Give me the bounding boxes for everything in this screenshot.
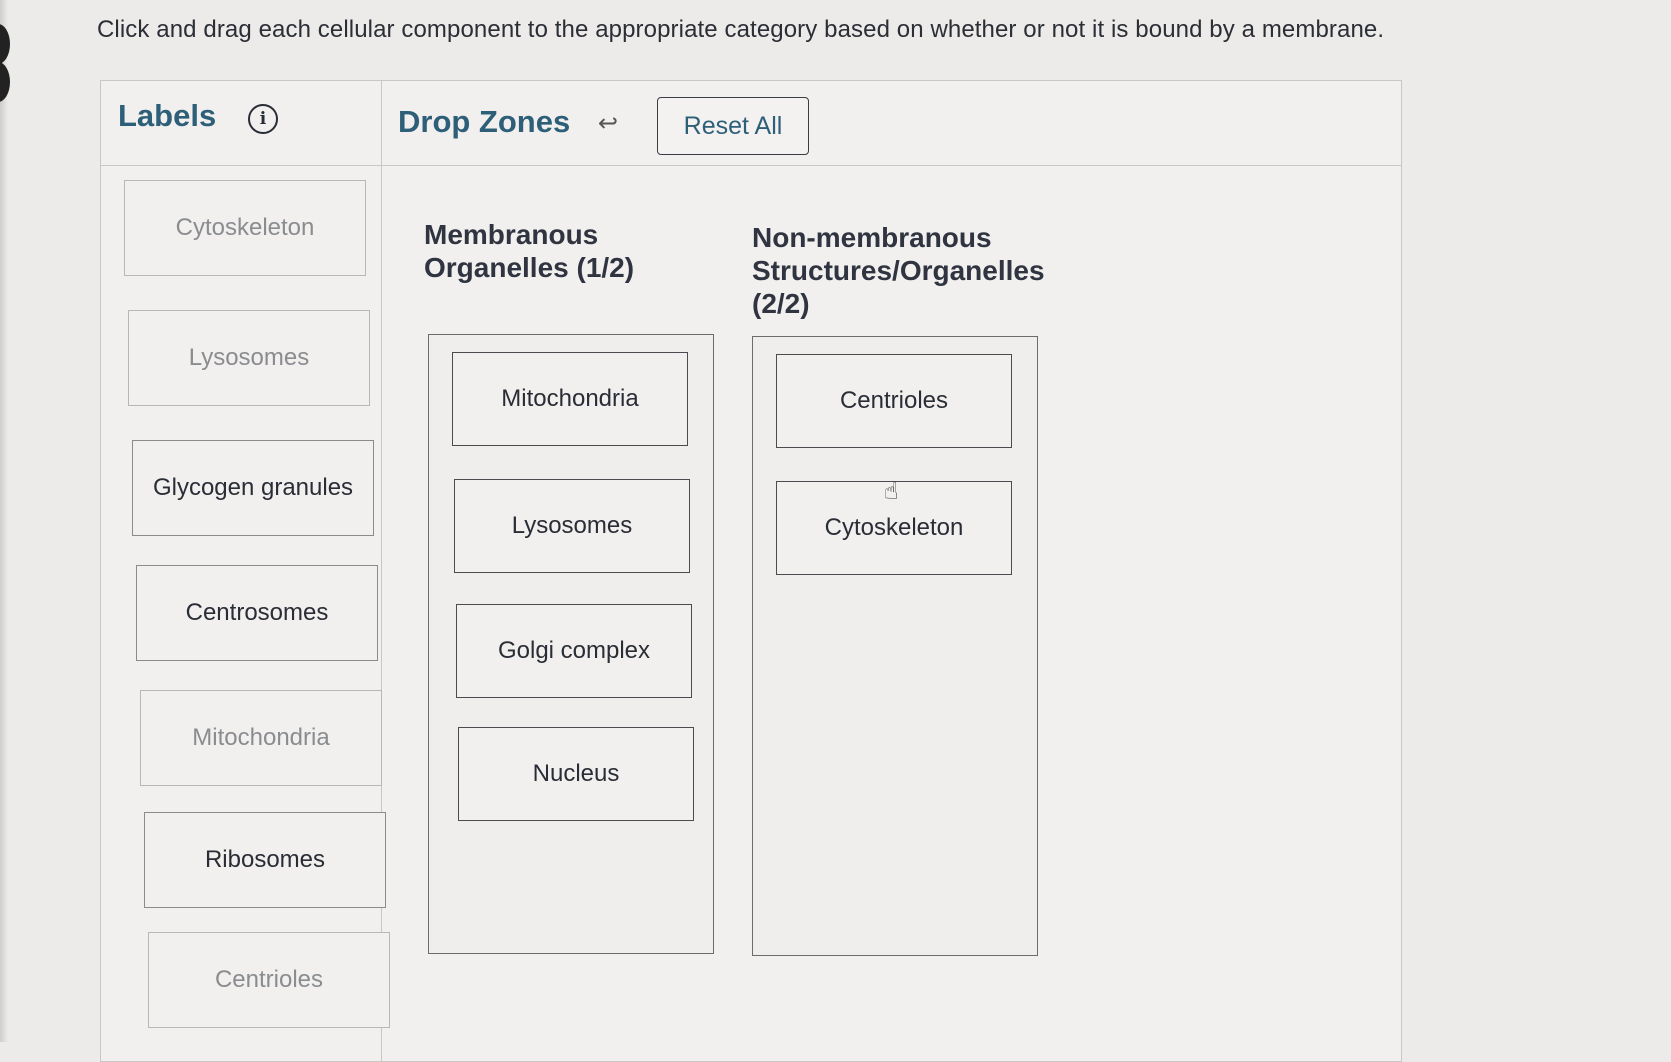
- placed-tile[interactable]: Mitochondria: [452, 352, 688, 446]
- placed-tile[interactable]: Lysosomes: [454, 479, 690, 573]
- grab-hand-icon: ☝: [884, 478, 899, 505]
- zone-title-line: Non-membranous: [752, 222, 992, 253]
- placed-tile[interactable]: Nucleus: [458, 727, 694, 821]
- label-tile-mitochondria[interactable]: Mitochondria: [140, 690, 382, 786]
- label-tile-lysosomes[interactable]: Lysosomes: [128, 310, 370, 406]
- zone-title-line: Organelles (1/2): [424, 252, 635, 283]
- question-prompt: Click and drag each cellular component to the appropriate category based on whether or not it is bound by a membrane.: [97, 16, 1385, 43]
- zone-title-membranous: [424, 218, 634, 284]
- window-edge: [0, 0, 8, 1042]
- undo-arrow-icon[interactable]: ↩: [598, 110, 619, 137]
- placed-tile[interactable]: Centrioles: [776, 354, 1012, 448]
- label-tile-cytoskeleton[interactable]: Cytoskeleton: [124, 180, 366, 276]
- zone-title-non-membranous: [752, 221, 1045, 320]
- labels-title: Labels: [118, 98, 217, 133]
- label-tile-ribosomes[interactable]: Ribosomes: [144, 812, 386, 908]
- reset-all-button[interactable]: Reset All: [657, 97, 809, 155]
- label-tile-centrosomes[interactable]: Centrosomes: [136, 565, 378, 661]
- placed-tile[interactable]: Golgi complex: [456, 604, 692, 698]
- label-tile-glycogen-granules[interactable]: Glycogen granules: [132, 440, 374, 536]
- label-tile-centrioles[interactable]: Centrioles: [148, 932, 390, 1028]
- edge-decoration: [0, 24, 10, 64]
- zone-title-line: Membranous: [424, 219, 599, 250]
- drop-zones-title: Drop Zones: [398, 104, 571, 139]
- placed-tile[interactable]: Cytoskeleton: [776, 481, 1012, 575]
- zone-title-line: (2/2): [752, 288, 810, 319]
- edge-decoration: [0, 62, 10, 102]
- info-icon[interactable]: i: [248, 104, 278, 134]
- zone-title-line: Structures/Organelles: [752, 255, 1045, 286]
